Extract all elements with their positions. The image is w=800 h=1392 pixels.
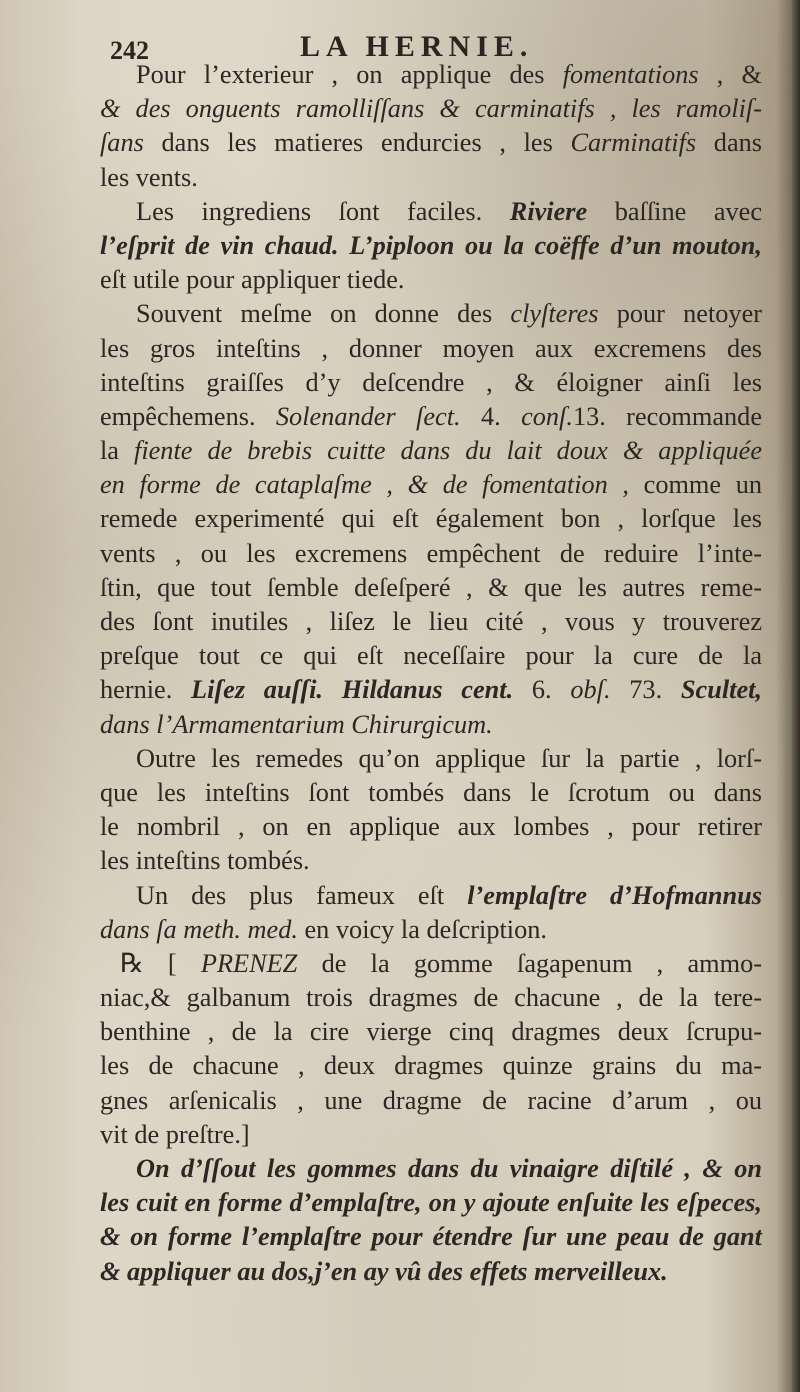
- text-run: Les ingrediens ſont faciles.: [136, 196, 510, 226]
- text-line: [100, 537, 762, 571]
- text-line: [100, 1186, 762, 1220]
- text-line: [100, 434, 762, 468]
- text-run: inteſtins graiſſes d’y deſcendre , & éloigner ainſi les: [100, 367, 762, 397]
- text-line: [100, 673, 762, 707]
- text-line: [100, 332, 762, 366]
- text-line: [100, 844, 762, 878]
- text-line: [100, 1084, 762, 1118]
- text-line: [100, 810, 762, 844]
- text-run: clyſteres: [510, 299, 599, 329]
- text-line: [100, 58, 762, 92]
- text-run: la: [100, 436, 135, 466]
- text-run: baſſine avec: [587, 196, 762, 226]
- text-run: eſt utile pour appliquer tiede.: [100, 265, 405, 295]
- text-run: 4.: [460, 401, 522, 431]
- text-run: de la gomme ſagapenum , ammo-: [297, 948, 762, 978]
- text-line: [100, 1220, 762, 1254]
- text-run: le nombril , on en applique aux lombes , pour retirer: [100, 812, 762, 842]
- text-run: l’emplaſtre d’Hofmannus: [467, 880, 762, 910]
- text-line: [100, 366, 762, 400]
- text-line: [100, 92, 762, 126]
- text-run: niac,& galbanum trois dragmes de chacune , de la tere-: [100, 983, 762, 1013]
- text-line: [100, 1049, 762, 1083]
- text-run: Outre les remedes qu’on applique ſur la partie , lorſ-: [136, 743, 762, 773]
- text-run: Carminatifs: [570, 128, 697, 158]
- text-run: , &: [698, 60, 762, 89]
- page-edge-shadow: [792, 0, 800, 1392]
- text-line: [100, 1255, 762, 1289]
- text-run: comme un: [629, 470, 762, 500]
- text-line: [100, 229, 762, 263]
- text-line: [100, 981, 762, 1015]
- text-line: [100, 776, 762, 810]
- text-run: les vents.: [100, 162, 198, 192]
- text-run: & des onguents ramolliſſans & carminatifs , les ramoliſ-: [100, 94, 762, 124]
- text-run: fomentations: [562, 60, 699, 89]
- text-run: 73.: [610, 675, 681, 705]
- text-line: [100, 1015, 762, 1049]
- text-run: preſque tout ce qui eſt neceſſaire pour la cure de la: [100, 641, 762, 671]
- text-run: Un des plus fameux eſt: [136, 880, 468, 910]
- text-line: [100, 502, 762, 536]
- text-line: [100, 605, 762, 639]
- text-run: les gros inteſtins , donner moyen aux excremens des: [100, 333, 762, 363]
- text-run: ſtin, que tout ſemble deſeſperé , & que les autres reme-: [100, 572, 762, 602]
- text-run: en voicy la deſcription.: [297, 914, 547, 944]
- text-run: dans: [696, 128, 762, 158]
- text-run: conſ.: [521, 401, 573, 431]
- text-run: les inteſtins tombés.: [100, 846, 310, 876]
- text-run: gnes arſenicalis , une dragme de racine d’arum , ou: [100, 1085, 762, 1115]
- text-run: Souvent meſme on donne des: [136, 299, 511, 329]
- text-run: 13. recommande: [572, 401, 762, 431]
- text-run: PRENEZ: [200, 948, 298, 978]
- text-run: empêchemens.: [100, 401, 276, 431]
- text-run: dans les matieres endurcies , les: [143, 128, 571, 158]
- text-run: en forme de cataplaſme , & de fomentation ,: [100, 470, 630, 500]
- text-line: [100, 913, 762, 947]
- running-title: LA HERNIE.: [300, 30, 534, 63]
- text-line: [100, 708, 762, 742]
- text-line: [100, 126, 762, 160]
- page-number: 242: [110, 36, 149, 65]
- text-run: & on forme l’emplaſtre pour étendre ſur une peau de gant: [100, 1222, 762, 1252]
- text-run: ſans: [100, 128, 144, 158]
- text-run: Pour l’exterieur , on applique des: [136, 60, 563, 89]
- text-run: benthine , de la cire vierge cinq dragmes deux ſcrupu-: [100, 1017, 762, 1047]
- text-line: [100, 468, 762, 502]
- text-line: [100, 263, 762, 297]
- text-line: [100, 400, 762, 434]
- text-line: [100, 879, 762, 913]
- text-run: & appliquer au dos,j’en ay vû des effets merveilleux.: [100, 1256, 668, 1286]
- text-run: l’eſprit de vin chaud. L’piploon ou la coëffe d’un mouton,: [100, 230, 762, 260]
- text-run: les de chacune , deux dragmes quinze grains du ma-: [100, 1051, 762, 1081]
- text-run: vents , ou les excremens empêchent de reduire l’inte-: [100, 538, 762, 568]
- text-run: Solenander ſect.: [275, 401, 461, 431]
- text-run: fiente de brebis cuitte dans du lait doux & appliquée: [134, 436, 762, 466]
- text-run: des ſont inutiles , liſez le lieu cité , vous y trouverez: [100, 607, 762, 636]
- text-line: [100, 947, 762, 981]
- text-run: dans ſa meth. med.: [100, 914, 298, 944]
- text-line: [100, 195, 762, 229]
- text-line: [100, 161, 762, 195]
- text-line: [100, 639, 762, 673]
- text-run: obſ.: [570, 675, 611, 705]
- text-run: hernie.: [100, 675, 192, 705]
- text-run: ℞ [: [120, 948, 201, 978]
- text-run: On d’ſſout les gommes dans du vinaigre diſtilé , & on: [136, 1154, 762, 1183]
- text-run: remede experimenté qui eſt également bon , lorſque les: [100, 504, 762, 534]
- text-line: [100, 1152, 762, 1186]
- body-text: [100, 58, 762, 1289]
- text-run: 6.: [513, 675, 571, 705]
- text-run: Liſez auſſi. Hildanus cent.: [191, 675, 514, 705]
- text-run: Scultet,: [680, 675, 762, 705]
- text-run: vit de preſtre.]: [100, 1119, 250, 1149]
- text-run: dans l’Armamentarium Chirurgicum.: [100, 709, 493, 739]
- text-run: les cuit en forme d’emplaſtre, on y ajoute enſuite les eſpeces,: [100, 1188, 762, 1218]
- text-line: [100, 571, 762, 605]
- text-line: [100, 742, 762, 776]
- text-run: Riviere: [509, 196, 588, 226]
- text-run: pour netoyer: [598, 299, 763, 329]
- text-run: que les inteſtins ſont tombés dans le ſcrotum ou dans: [100, 777, 762, 807]
- text-line: [100, 297, 762, 331]
- text-line: [100, 1118, 762, 1152]
